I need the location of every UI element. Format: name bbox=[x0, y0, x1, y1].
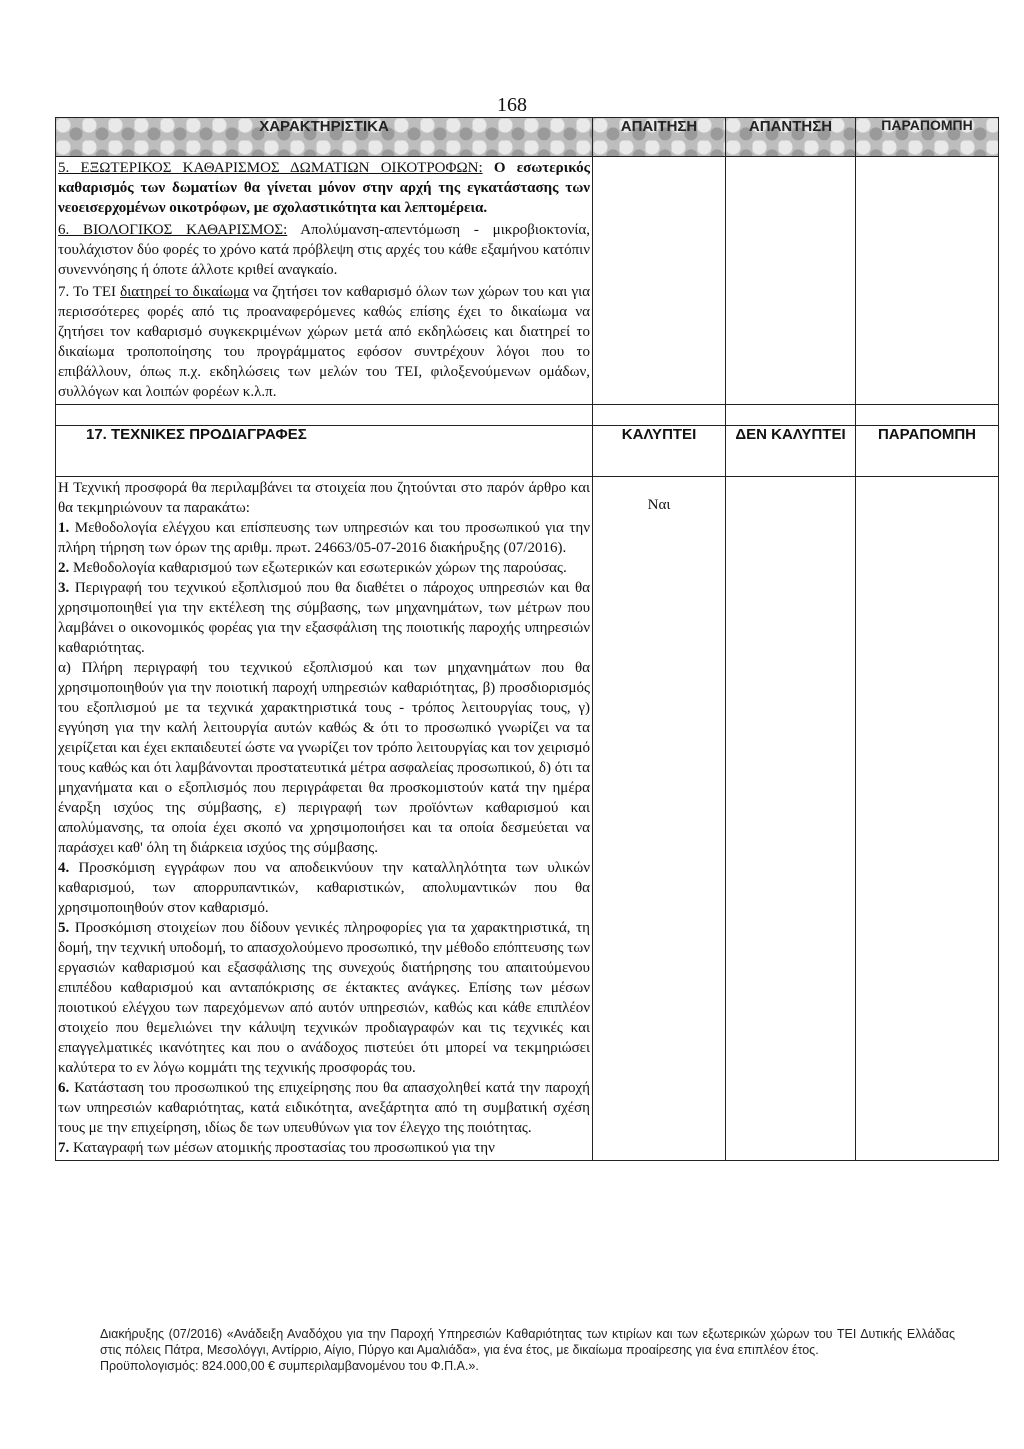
table2-text-cell bbox=[56, 477, 593, 1161]
header-reference-2: ΠΑΡΑΠΟΜΠΗ bbox=[856, 426, 999, 477]
table1-reference-cell bbox=[856, 157, 999, 405]
table2-covers-cell bbox=[593, 477, 726, 1161]
item-6-label: 6. ΒΙΟΛΟΓΙΚΟΣ ΚΑΘΑΡΙΣΜΟΣ: bbox=[58, 222, 288, 238]
table1-requirement-cell bbox=[593, 157, 726, 405]
table-gap bbox=[56, 405, 999, 426]
page-footer bbox=[100, 1326, 955, 1374]
tech-item-1: 1. Μεθοδολογία ελέγχου και επίσπευσης των υπηρεσιών και του προσωπικού για την πλήρη τήρηση των όρων της αριθμ. πρωτ. 24663/05-07-2016 διακήρυξης (07/2016). bbox=[58, 520, 590, 556]
header-covers: ΚΑΛΥΠΤΕΙ bbox=[593, 426, 726, 477]
page-number: 168 bbox=[497, 94, 527, 116]
tech-item-5: 5. Προσκόμιση στοιχείων που δίδουν γενικές πληροφορίες για τα χαρακτηριστικά, τη δομή, την τεχνική υποδομή, το απασχολούμενο προσωπικό, την μέθοδο επόπτευσης των εργασιών καθαρισμού και εξασφάλισης της συνεχούς διατήρησης του απαιτούμενου επιπέδου καθαρισμού και ανταπόκρισης σε έκτακτες ανάγκες. Επίσης των μέσων ποιοτικού ελέγχου των παρεχόμενων από αυτόν υπηρεσιών, καθώς και κάθε επιπλέον στοιχείο που θεμελιώνει την κάλυψη τεχνικών προδιαγραφών και τις τεχνικές και επαγγελματικές ικανότητες και που ο ανάδοχος πιστεύει ότι μπορεί να τεκμηριώσει καλύτερα το εν λόγω κομμάτι της τεχνικής προσφοράς του. bbox=[58, 920, 590, 1076]
tech-intro: Η Τεχνική προσφορά θα περιλαμβάνει τα στοιχεία που ζητούνται στο παρόν άρθρο και θα τεκμηριώνουν τα παρακάτω: bbox=[58, 480, 590, 516]
tech-item-7: 7. Καταγραφή των μέσων ατομικής προστασίας του προσωπικού για την bbox=[58, 1140, 495, 1156]
item-5-label: 5. ΕΞΩΤΕΡΙΚΟΣ ΚΑΘΑΡΙΣΜΟΣ ΔΩΜΑΤΙΩΝ ΟΙΚΟΤΡΟΦΩΝ: bbox=[58, 160, 483, 176]
table1-body-row bbox=[56, 157, 999, 405]
tech-item-2: 2. Μεθοδολογία καθαρισμού των εξωτερικών και εσωτερικών χώρων της παρούσας. bbox=[58, 560, 567, 576]
header-reference: ΠΑΡΑΠΟΜΠΗ bbox=[856, 118, 999, 157]
covers-answer: Ναι bbox=[647, 497, 671, 513]
footer-line-1: Διακήρυξης (07/2016) «Ανάδειξη Αναδόχου για την Παροχή Υπηρεσιών Καθαριότητας των κτιρίων και των εξωτερικών χώρων του ΤΕΙ Δυτικής Ελλάδας στις πόλεις Πάτρα, Μεσολόγγι, Αντίρριο, Αίγιο, Πύργο και Αμαλιάδα», για ένα έτος, με δικαίωμα προαίρεσης για ένα επιπλέον έτος. bbox=[100, 1327, 955, 1357]
item-5 bbox=[58, 158, 590, 218]
item-7 bbox=[58, 282, 590, 402]
header-characteristics: ΧΑΡΑΚΤΗΡΙΣΤΙΚΑ bbox=[56, 118, 593, 157]
table1-header-row bbox=[56, 118, 999, 157]
item-5-text: Ο εσωτερικός καθαρισμός των δωματίων θα γίνεται μόνον στην αρχή της εγκατάστασης των νεοεισερχομένων οικοτρόφων, με σχολαστικότητα και λεπτομέρεια. bbox=[58, 160, 591, 216]
table2-not-covers-cell bbox=[726, 477, 856, 1161]
header-answer: ΑΠΑΝΤΗΣΗ bbox=[726, 118, 856, 157]
table2-header-row bbox=[56, 426, 999, 477]
header-not-covers: ΔΕΝ ΚΑΛΥΠΤΕΙ bbox=[726, 426, 856, 477]
table2-body-row bbox=[56, 477, 999, 1161]
tech-item-3: 3. Περιγραφή του τεχνικού εξοπλισμού που θα διαθέτει ο πάροχος υπηρεσιών και θα χρησιμοποιηθεί για την εκτέλεση της σύμβασης, των μηχανημάτων, των μέτρων που λαμβάνει ο οικονομικός φορέας για την εξασφάλιση της ποιοτικής παροχής υπηρεσιών καθαριότητας. bbox=[58, 580, 590, 656]
item-7-prefix: 7. Το ΤΕΙ bbox=[58, 284, 121, 300]
table1-text-cell bbox=[56, 157, 593, 405]
footer-line-2: Προϋπολογισμός: 824.000,00 € συμπεριλαμβανομένου του Φ.Π.Α.». bbox=[100, 1359, 479, 1373]
item-6-text: Απολύμανση-απεντόμωση - μικροβιοκτονία, τουλάχιστον δύο φορές το χρόνο κατά πρόβλεψη στις αρχές του κάθε εξαμήνου κατόπιν συνεννόησης ή όποτε άλλοτε κριθεί αναγκαίο. bbox=[58, 222, 590, 278]
tech-item-6: 6. Κατάσταση του προσωπικού της επιχείρησης που θα απασχοληθεί κατά την παροχή των υπηρεσιών καθαριότητας, κατά ειδικότητα, ανεξάρτητα από τη συμβατική σχέση τους με την επιχείρηση, ιδίως δε των υπευθύνων για τον έλεγχο της ποιότητας. bbox=[58, 1080, 590, 1136]
table1-answer-cell bbox=[726, 157, 856, 405]
tech-item-4: 4. Προσκόμιση εγγράφων που να αποδεικνύουν την καταλληλότητα των υλικών καθαρισμού, των απορρυπαντικών, καθαριστικών, απολυμαντικών που θα χρησιμοποιηθούν στον καθαρισμό. bbox=[58, 860, 590, 916]
header-requirement: ΑΠΑΙΤΗΣΗ bbox=[593, 118, 726, 157]
header-technical-specs: 17. ΤΕΧΝΙΚΕΣ ΠΡΟΔΙΑΓΡΑΦΕΣ bbox=[56, 426, 593, 477]
document-table bbox=[55, 117, 999, 1161]
table2-reference-cell bbox=[856, 477, 999, 1161]
item-6 bbox=[58, 220, 590, 280]
item-7-text: να ζητήσει τον καθαρισμό όλων των χώρων του και για περισσότερες φορές από τις προαναφερόμενες καθώς επίσης έχει το δικαίωμα να ζητήσει τον καθαρισμό συγκεκριμένων χώρων μετά από εκδηλώσεις και διατηρεί το δικαίωμα τροποποίησης του προγράμματος εφόσον συντρέχουν λόγοι που το επιβάλλουν, όπως π.χ. εκδηλώσεις των μελών του ΤΕΙ, φιλοξενούμενων ομάδων, συλλόγων και λοιπών φορέων κ.λ.π. bbox=[58, 284, 590, 400]
tech-item-3-detail: α) Πλήρη περιγραφή του τεχνικού εξοπλισμού και των μηχανημάτων που θα χρησιμοποιηθούν για την ποιοτική παροχή υπηρεσιών καθαριότητας, β) προσδιορισμός του εξοπλισμού με τα τεχνικά χαρακτηριστικά τους - τρόπος λειτουργίας τους, γ) εγγύηση για την καλή λειτουργία αυτών καθώς & ότι το προσωπικό γνωρίζει να τα χειρίζεται και έχει εκπαιδευτεί ώστε να γνωρίζει τον τρόπο λειτουργίας και τον χειρισμό τους καθώς και ότι λαμβάνονται προστατευτικά μέτρα ασφαλείας προσωπικού, δ) ότι τα μηχανήματα και ο εξοπλισμός που περιγράφεται θα προσκομιστούν κατά την ημέρα έναρξη ισχύος της σύμβασης, ε) περιγραφή των προϊόντων καθαρισμού και απολύμανσης, τα οποία έχει σκοπό να χρησιμοποιήσει και τα οποία δεσμεύεται να παράσχει καθ' όλη τη διάρκεια ισχύος της σύμβασης. bbox=[58, 660, 590, 856]
item-7-label: διατηρεί το δικαίωμα bbox=[120, 284, 249, 300]
